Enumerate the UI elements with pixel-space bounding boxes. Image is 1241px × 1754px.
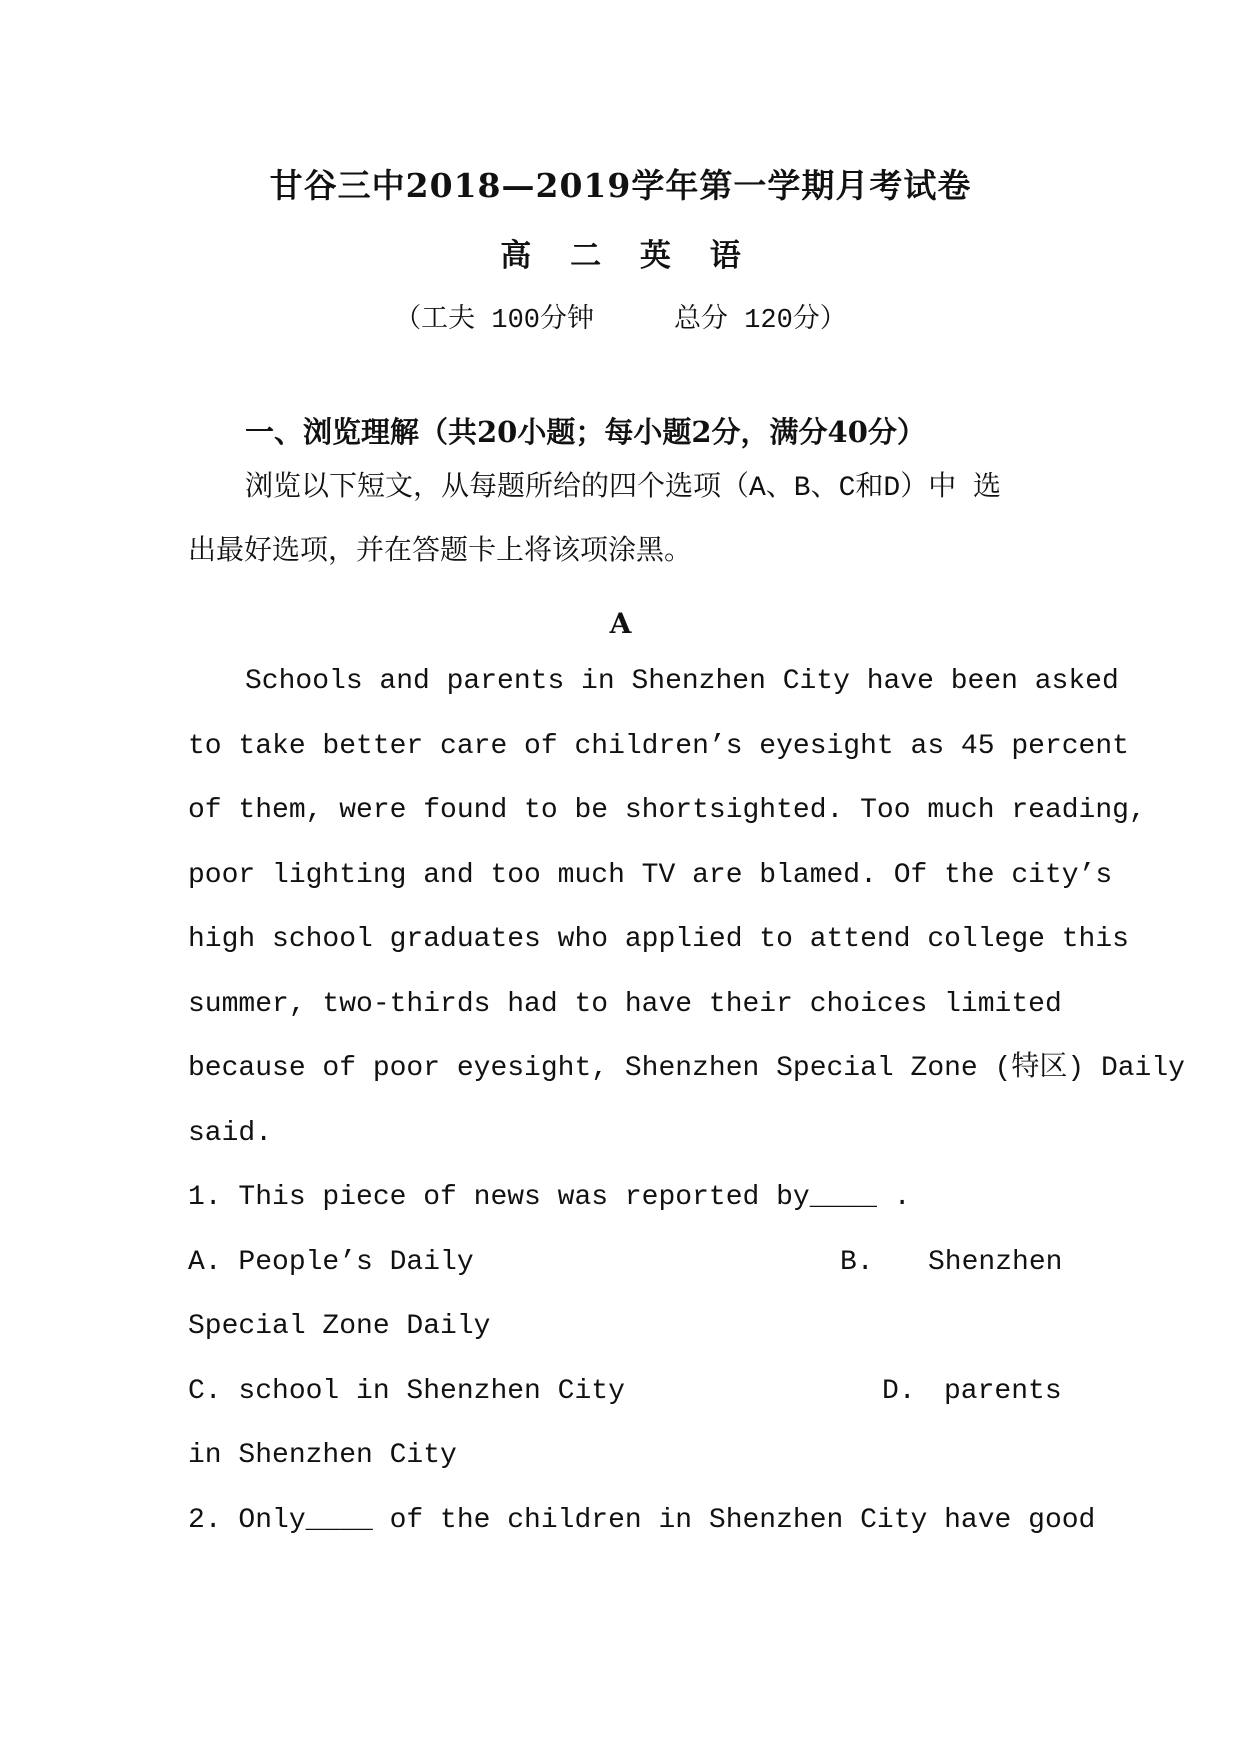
section-heading: 一、浏览理解（共20小题；每小题2分，满分40分） (245, 415, 926, 449)
passage-line: said. (188, 1118, 273, 1149)
passage-line: poor lighting and too much TV are blamed. Of the city’s (188, 860, 1113, 891)
subject-title (0, 230, 1241, 275)
option-d-letter: D. (882, 1376, 916, 1407)
passage-line: summer, two-thirds had to have their choices limited (188, 989, 1062, 1020)
passage-line: Schools and parents in Shenzhen City have been asked (245, 666, 1119, 697)
exam-title: 甘谷三中2018—2019学年第一学期月考试卷 (269, 166, 972, 205)
option-b-text: Shenzhen (928, 1247, 1063, 1278)
instruction-line: 浏览以下短文，从每题所给的四个选项（A、B、C和D）中 选 (245, 473, 1002, 504)
passage-line: to take better care of children’s eyesight as 45 percent (188, 731, 1129, 762)
option-d-text: parents (944, 1376, 1062, 1407)
passage-label: A (609, 607, 632, 640)
exam-total-score: 总分 120分） (674, 306, 847, 336)
subject-char: 语 (709, 238, 741, 274)
instruction-line: 出最好选项，并在答题卡上将该项涂黑。 (188, 537, 693, 568)
exam-time: （工夫 100分钟 (394, 306, 594, 336)
option-b-continued: Special Zone Daily (188, 1311, 491, 1342)
passage-line: because of poor eyesight, Shenzhen Special Zone (特区) Daily (188, 1053, 1185, 1084)
passage-line: high school graduates who applied to attend college this (188, 924, 1129, 955)
exam-info (0, 296, 1241, 336)
passage-line: of them, were found to be shortsighted. Too much reading, (188, 795, 1146, 826)
option-c: C. school in Shenzhen City (188, 1376, 625, 1407)
question-stem: 2. Only____ of the children in Shenzhen City have good (188, 1505, 1096, 1536)
option-b-letter: B. (840, 1247, 874, 1278)
subject-char: 英 (639, 238, 671, 274)
question-stem: 1. This piece of news was reported by____ . (188, 1182, 911, 1213)
option-a: A. People’s Daily (188, 1247, 474, 1278)
subject-char: 二 (570, 238, 602, 274)
option-d-continued: in Shenzhen City (188, 1440, 457, 1471)
subject-char: 高 (500, 238, 532, 274)
